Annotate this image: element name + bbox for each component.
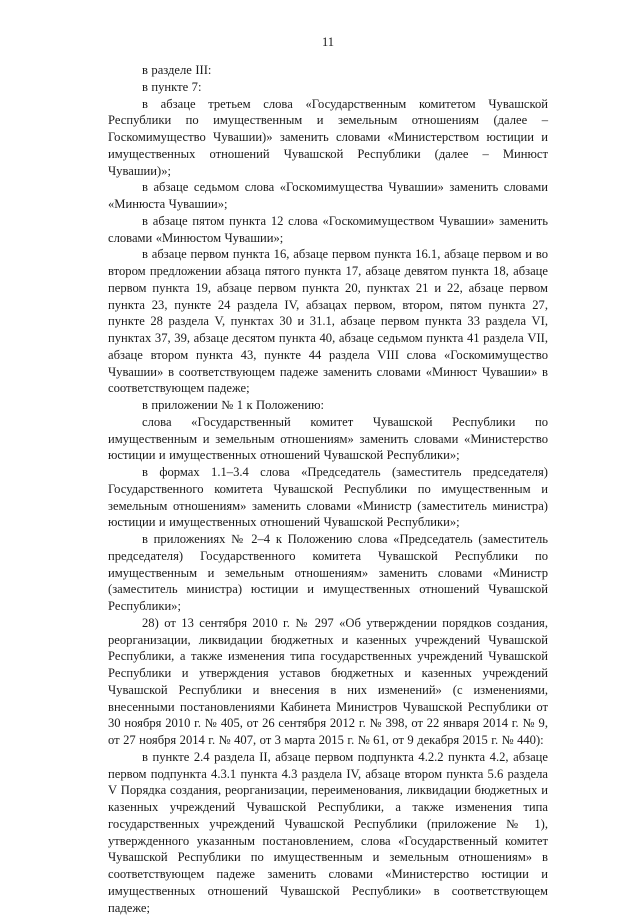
paragraph: в разделе III: (142, 63, 212, 77)
page-number: 11 (321, 35, 335, 49)
paragraph: в абзаце пятом пункта 12 слова «Госкомимуществом Чувашии» заменить словами «Минюстом Чувашии»; (108, 213, 548, 245)
paragraph: в пункте 7: (142, 79, 202, 94)
paragraph: в абзаце седьмом слова «Госкомимущества Чувашии» заменить словами «Минюста Чувашии»; (108, 180, 548, 211)
document-page (108, 34, 548, 916)
paragraph: в приложении № 1 к Положению: (142, 398, 325, 412)
paragraph: слова «Государственный комитет Чувашской Республики по имущественным и земельным отношениям» заменить словами «Министерство юстиции и имущественных отношений Чувашской Республики»; (108, 414, 548, 463)
paragraph: в формах 1.1–3.4 слова «Председатель (заместитель председателя) Государственного комитета Чувашской Республики по имущественным и земельным отношениям» заменить словами «Министр (заместитель министра) юстиции и имущественных отношений Чувашской Республики»; (108, 465, 548, 530)
paragraph: в абзаце третьем слова «Государственным комитетом Чувашской Республики по имущественным и земельным отношениям (далее – Госкомимущество Чувашии)» заменить словами «Министерством юстиции и имущественных отношений Чувашской Республики (далее – Минюст Чувашии)»; (108, 96, 548, 178)
paragraph: 28) от 13 сентября 2010 г. № 297 «Об утверждении порядков создания, реорганизации, ликвидации бюджетных и казенных учреждений Чувашской Республики, а также изменения типа государственных учреждений Чувашской Республики и утверждения уставов бюджетных и казенных учреждений Чувашской Республики и внесения в них изменений» (с изменениями, внесенными постановлениями Кабинета Министров Чувашской Республики от 30 ноября 2010 г. № 405, от 26 сентября 2012 г. № 398, от 22 января 2014 г. № 9, от 27 ноября 2014 г. № 407, от 3 марта 2015 г. № 61, от 9 декабря 2015 г. № 440): (108, 615, 548, 747)
paragraph: в приложениях № 2–4 к Положению слова «Председатель (заместитель председателя) Государственного комитета Чувашской Республики по имущественным и земельным отношениям» заменить словами «Министр (заместитель министра) юстиции и имущественных отношений Чувашской Республики»; (108, 532, 548, 613)
paragraph: в пункте 2.4 раздела II, абзаце первом подпункта 4.2.2 пункта 4.2, абзаце первом подпункта 4.3.1 пункта 4.3 раздела IV, абзаце втором пункта 5.6 раздела V Порядка создания, реорганизации, переименования, ликвидации бюджетных и казенных учреждений Чувашской Республики, а также изменения типа государственных учреждений Чувашской Республики (приложение № 1), утвержденного указанным постановлением, слова «Государственный комитет Чувашской Республики по имущественным и земельным отношениям» в соответствующем падеже заменить словами «Министерство юстиции и имущественных отношений Чувашской Республики» в соответствующем падеже; (108, 749, 548, 915)
paragraph: в абзаце первом пункта 16, абзаце первом пункта 16.1, абзаце первом и во втором предложении абзаца пятого пункта 17, абзаце девятом пункта 18, абзаце первом пункта 19, абзаце первом пункта 20, пунктах 21 и 22, абзаце первом пункта 23, пункте 24 раздела IV, абзацах первом, втором, пятом пункта 27, пункте 28 раздела V, пунктах 30 и 31.1, абзаце первом пункта 33 раздела VI, пунктах 37, 39, абзаце десятом пункта 40, абзаце седьмом пункта 41 раздела VII, абзаце втором пункта 43, пункте 44 раздела VIII слова «Госкомимущество Чувашии» в соответствующем падеже заменить словами «Минюст Чувашии» в соответствующем падеже; (108, 247, 548, 396)
